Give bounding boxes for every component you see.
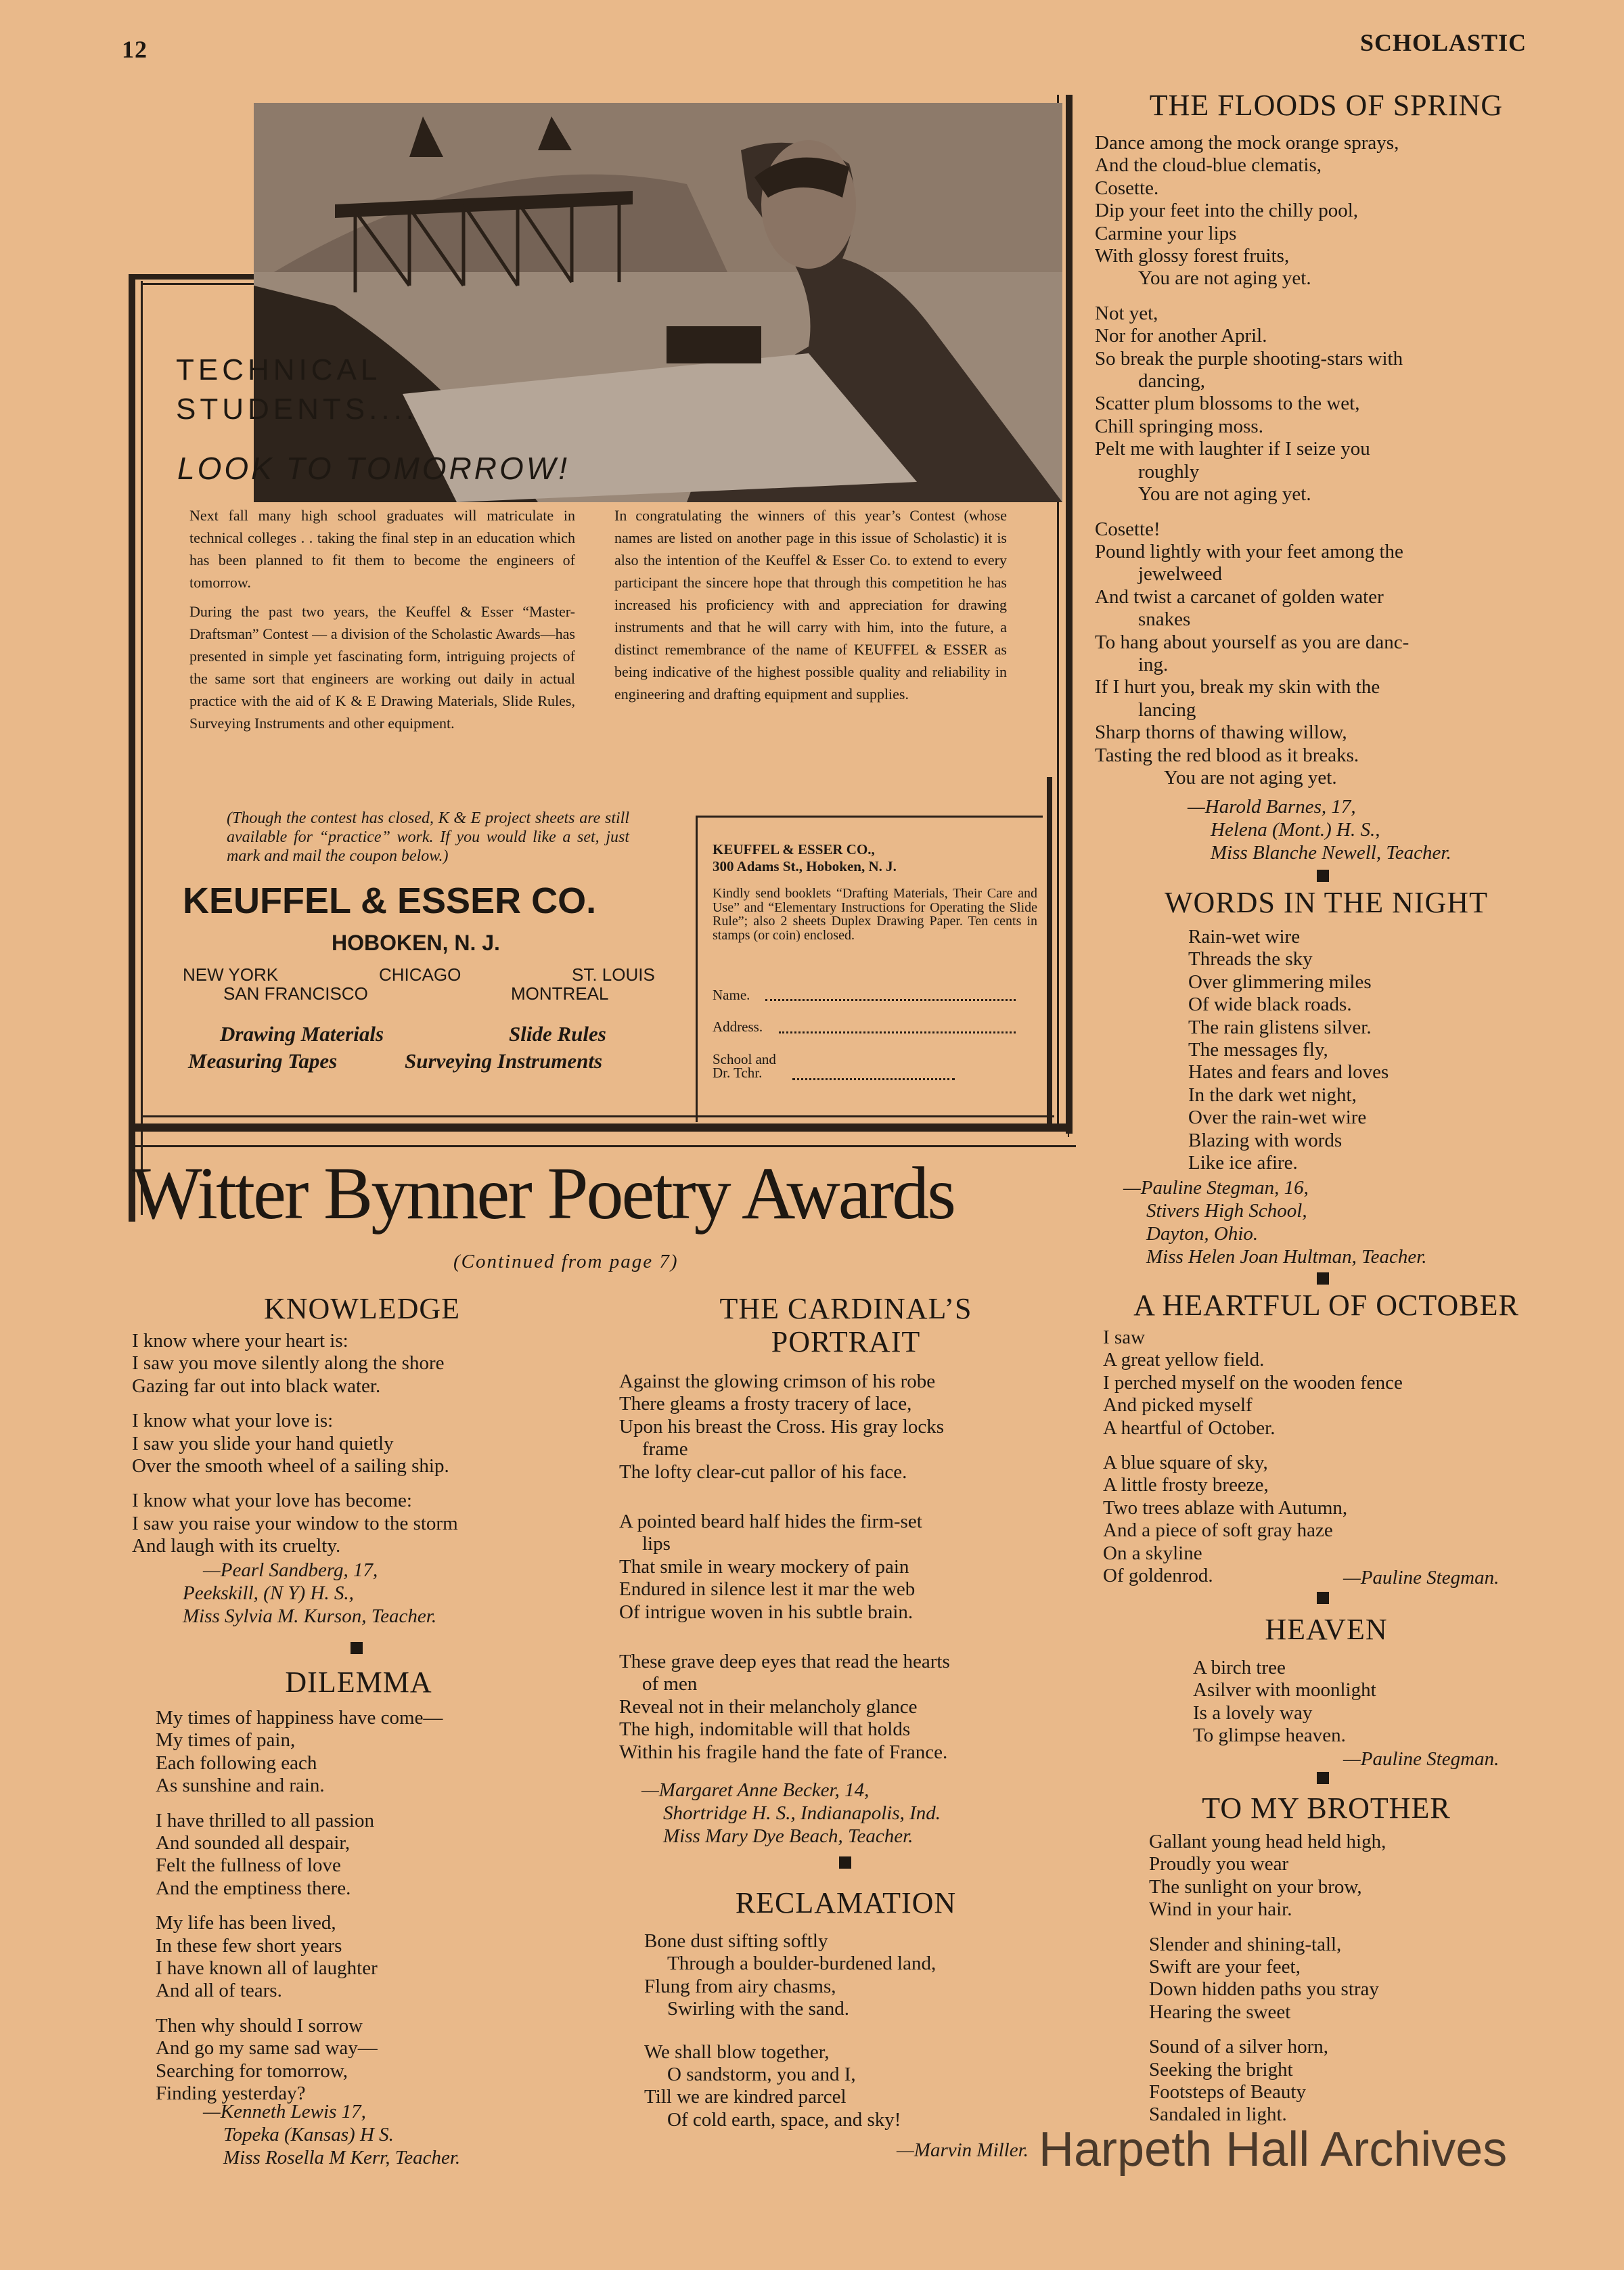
line: I have thrilled to all passion: [156, 1809, 374, 1831]
line: Like ice afire.: [1188, 1152, 1298, 1174]
credit-line: Stivers High School,: [1146, 1200, 1307, 1222]
credit-line: —Harold Barnes, 17,: [1188, 796, 1356, 818]
coupon-frame-right: [1047, 777, 1052, 1129]
line: I know what your love is:: [132, 1410, 334, 1432]
line: And the emptiness there.: [156, 1877, 351, 1899]
poem-dilemma: [156, 1707, 443, 2118]
office-st-louis: ST. LOUIS: [572, 964, 655, 985]
line: ing.: [1138, 653, 1169, 675]
line: I saw you move silently along the shore: [132, 1352, 445, 1375]
line: Carmine your lips: [1095, 222, 1237, 244]
draftsman-bridge-photo: [254, 103, 1062, 502]
poem-heaven: [1193, 1657, 1376, 1748]
line: A birch tree: [1193, 1657, 1286, 1678]
line: I saw you slide your hand quietly: [132, 1432, 394, 1454]
line: Cosette!: [1095, 518, 1160, 540]
poem-title-floods: THE FLOODS OF SPRING: [1149, 89, 1504, 122]
line: That smile in weary mockery of pain: [619, 1555, 909, 1578]
credit-line: —Pauline Stegman, 16,: [1123, 1177, 1309, 1199]
line: Searching for tomorrow,: [156, 2060, 348, 2082]
line: These grave deep eyes that read the hearts: [619, 1651, 950, 1673]
ad-headline-line2: STUDENTS....: [176, 393, 419, 426]
credit-line: Miss Rosella M Kerr, Teacher.: [223, 2147, 461, 2168]
coupon-school-label-1: School and: [713, 1051, 776, 1067]
coupon-school-label-2: Dr. Tchr.: [713, 1065, 763, 1081]
line: O sandstorm, you and I,: [667, 2064, 856, 2086]
office-montreal: MONTREAL: [511, 983, 609, 1004]
line: Felt the fullness of love: [156, 1854, 341, 1877]
magazine-name: SCHOLASTIC: [1360, 29, 1527, 56]
line: Tasting the red blood as it breaks.: [1095, 744, 1359, 766]
line: roughly: [1138, 460, 1200, 483]
poem-title-reclamation: RECLAMATION: [735, 1886, 957, 1919]
product-drawing-materials: Drawing Materials: [220, 1022, 384, 1046]
column-rule-right: [1068, 95, 1069, 1137]
credit-line: Topeka (Kansas) H S.: [223, 2124, 394, 2145]
advertisement: [129, 95, 1083, 1130]
credit-line: Dayton, Ohio.: [1146, 1223, 1259, 1245]
line: Swift are your feet,: [1149, 1956, 1301, 1978]
line: Through a boulder-burdened land,: [667, 1953, 937, 1975]
credit-line: Shortridge H. S., Indianapolis, Ind.: [663, 1802, 941, 1824]
poem-title-brother: TO MY BROTHER: [1202, 1791, 1451, 1825]
line: Till we are kindred parcel: [644, 2086, 847, 2108]
line: Over the rain-wet wire: [1188, 1107, 1367, 1129]
ad-col1-para2: During the past two years, the Keuffel & Esser “Master-Draftsman” Contest — a division of the Scholastic Awards—has presented in simple yet fascinating form, intriguing projects of the same sort that engineers are working out daily in actual practice with the aid of K & E Drawing Materials, Slide Rules, Surveying Instruments and other equipment.: [189, 603, 575, 732]
coupon-name-label: Name.: [713, 987, 750, 1003]
ad-frame-top-inner: [141, 283, 263, 285]
poem-floods: [1095, 132, 1555, 801]
line: Rain-wet wire: [1188, 926, 1301, 948]
ad-subheadline: LOOK TO TOMORROW!: [177, 451, 570, 486]
credit-line: —Margaret Anne Becker, 14,: [641, 1779, 870, 1801]
line: The messages fly,: [1188, 1039, 1328, 1061]
ad-frame-bottom: [129, 1123, 1073, 1132]
line: Sound of a silver horn,: [1149, 2036, 1328, 2058]
poem-title-cardinal-2: PORTRAIT: [771, 1325, 921, 1358]
line: frame: [642, 1438, 688, 1461]
line: Not yet,: [1095, 302, 1158, 324]
line: And sounded all despair,: [156, 1832, 351, 1854]
line: Pound lightly with your feet among the: [1095, 540, 1403, 562]
ad-company-name: KEUFFEL & ESSER CO.: [183, 881, 597, 921]
line: The lofty clear-cut pallor of his face.: [619, 1461, 907, 1483]
line: Over glimmering miles: [1188, 971, 1372, 993]
credit-floods: [1188, 795, 1451, 864]
ad-frame-left: [129, 274, 135, 1222]
poem-brother: [1149, 1831, 1386, 2139]
credit-line: Miss Helen Joan Hultman, Teacher.: [1146, 1246, 1427, 1268]
line: Cosette.: [1095, 177, 1159, 199]
line: You are not aging yet.: [1138, 483, 1311, 506]
ad-frame-left-inner: [141, 281, 143, 1215]
line: A great yellow field.: [1103, 1349, 1265, 1371]
line: Is a lovely way: [1193, 1701, 1313, 1724]
line: Dance among the mock orange sprays,: [1095, 132, 1399, 154]
line: Chill springing moss.: [1095, 415, 1263, 437]
line: You are not aging yet.: [1164, 766, 1337, 788]
line: Of cold earth, space, and sky!: [667, 2108, 901, 2131]
line: dancing,: [1138, 370, 1206, 393]
credit-line: —Kenneth Lewis 17,: [203, 2101, 366, 2122]
line: Reveal not in their melancholy glance: [619, 1695, 918, 1718]
line: Of intrigue woven in his subtle brain.: [619, 1601, 914, 1623]
line: I saw you raise your window to the storm: [132, 1512, 458, 1534]
credit-reclamation: —Marvin Miller.: [897, 2139, 1029, 2161]
line: I know what your love has become:: [132, 1490, 412, 1512]
line: My times of pain,: [156, 1729, 296, 1752]
line: With glossy forest fruits,: [1095, 245, 1290, 267]
line: On a skyline: [1103, 1542, 1202, 1564]
line: Nor for another April.: [1095, 325, 1267, 347]
poem-title-cardinal-1: THE CARDINAL’S: [719, 1292, 972, 1325]
poem-title-words: WORDS IN THE NIGHT: [1165, 886, 1488, 919]
line: Against the glowing crimson of his robe: [619, 1371, 936, 1392]
credit-knowledge: [183, 1559, 437, 1628]
ad-col1-para1: Next fall many high school graduates will matriculate in technical colleges . . taking the final step in an education which has been planned to fit them to become the engineers of tomorrow.: [189, 507, 575, 591]
line: Pelt me with laughter if I seize you: [1095, 438, 1370, 460]
line: A pointed beard half hides the firm-set: [619, 1511, 922, 1533]
line: Hates and fears and loves: [1188, 1061, 1389, 1084]
line: And all of tears.: [156, 1980, 282, 2002]
ad-headline-line1: TECHNICAL: [176, 353, 382, 386]
poem-title-heartful: A HEARTFUL OF OCTOBER: [1133, 1289, 1519, 1322]
credit-line: —Pearl Sandberg, 17,: [203, 1559, 378, 1581]
line: Gallant young head held high,: [1149, 1831, 1386, 1852]
line: Seeking the bright: [1149, 2058, 1293, 2080]
ad-frame-right: [1066, 95, 1073, 1134]
coupon-heading-1: KEUFFEL & ESSER CO.,: [713, 841, 875, 858]
line: My times of happiness have come—: [156, 1707, 443, 1729]
line: Blazing with words: [1188, 1129, 1343, 1151]
line: If I hurt you, break my skin with the: [1095, 676, 1380, 698]
separator-square: [351, 1642, 363, 1654]
line: Proudly you wear: [1149, 1853, 1289, 1875]
line: Over the smooth wheel of a sailing ship.: [132, 1455, 449, 1477]
line: The rain glistens silver.: [1188, 1016, 1372, 1038]
line: Each following each: [156, 1752, 317, 1774]
line: I saw: [1103, 1327, 1146, 1348]
office-san-francisco: SAN FRANCISCO: [223, 983, 368, 1004]
line: Slender and shining-tall,: [1149, 1933, 1342, 1955]
separator-square: [1317, 1592, 1329, 1604]
line: lips: [642, 1533, 671, 1555]
line: Then why should I sorrow: [156, 2014, 363, 2037]
line: There gleams a frosty tracery of lace,: [619, 1393, 912, 1415]
line: And laugh with its cruelty.: [132, 1535, 341, 1557]
poem-words: [1188, 926, 1389, 1174]
line: And picked myself: [1103, 1394, 1253, 1417]
line: To glimpse heaven.: [1193, 1724, 1346, 1747]
poem-title-knowledge: KNOWLEDGE: [263, 1292, 461, 1325]
line: A little frosty breeze,: [1103, 1474, 1269, 1496]
credit-words: [1123, 1176, 1427, 1268]
line: Gazing far out into black water.: [132, 1375, 381, 1397]
line: A blue square of sky,: [1103, 1452, 1268, 1474]
line: Hearing the sweet: [1149, 2001, 1291, 2023]
line: My life has been lived,: [156, 1912, 336, 1934]
line: A heartful of October.: [1103, 1417, 1276, 1439]
ad-company-city: HOBOKEN, N. J.: [332, 931, 500, 955]
line: Sharp thorns of thawing willow,: [1095, 721, 1347, 744]
coupon-name-field[interactable]: [765, 999, 1016, 1001]
line: Upon his breast the Cross. His gray locks: [619, 1415, 945, 1438]
line: And a piece of soft gray haze: [1103, 1519, 1333, 1542]
line: Asilver with moonlight: [1193, 1679, 1376, 1701]
coupon-school-field[interactable]: [792, 1078, 955, 1080]
line: Within his fragile hand the fate of France.: [619, 1741, 948, 1763]
ad-frame-top: [129, 274, 264, 280]
separator-square: [1317, 1272, 1329, 1285]
line: lancing: [1138, 698, 1196, 721]
poem-heartful: [1103, 1327, 1403, 1599]
credit-cardinal: [641, 1779, 941, 1848]
poem-knowledge: [132, 1330, 458, 1570]
product-surveying-instruments: Surveying Instruments: [405, 1049, 603, 1073]
credit-line: Peekskill, (N Y) H. S.,: [183, 1582, 354, 1604]
office-new-york: NEW YORK: [183, 964, 279, 985]
credit-dilemma: [203, 2100, 460, 2169]
line: Footsteps of Beauty: [1149, 2081, 1306, 2104]
coupon-address-field[interactable]: [779, 1031, 1016, 1033]
credit-line: Miss Sylvia M. Kurson, Teacher.: [183, 1605, 437, 1627]
line: In these few short years: [156, 1934, 342, 1957]
line: Wind in your hair.: [1149, 1898, 1292, 1921]
product-measuring-tapes: Measuring Tapes: [188, 1049, 338, 1073]
coupon[interactable]: [696, 816, 1043, 1122]
line: Down hidden paths you stray: [1149, 1978, 1379, 2001]
ad-column-1: [189, 504, 575, 741]
line: So break the purple shooting-stars with: [1095, 347, 1403, 370]
separator-square: [1317, 1772, 1329, 1784]
coupon-heading-2: 300 Adams St., Hoboken, N. J.: [713, 858, 897, 874]
ad-note: (Though the contest has closed, K & E project sheets are still available for “practice” work. If you would like a set, just mark and mail the coupon below.): [227, 809, 629, 865]
line: Sandaled in light.: [1149, 2104, 1287, 2126]
section-title: Witter Bynner Poetry Awards: [132, 1152, 955, 1234]
line: I know where your heart is:: [132, 1330, 348, 1352]
line: To hang about yourself as you are danc-: [1095, 631, 1409, 653]
line: Endured in silence lest it mar the web: [619, 1578, 916, 1601]
line: Two trees ablaze with Autumn,: [1103, 1496, 1348, 1519]
ad-column-2: [614, 504, 1007, 712]
line: As sunshine and rain.: [156, 1775, 325, 1797]
line: Scatter plum blossoms to the wet,: [1095, 393, 1360, 415]
line: The sunlight on your brow,: [1149, 1875, 1362, 1898]
credit-heartful: —Pauline Stegman.: [1343, 1567, 1499, 1588]
line: Swirling with the sand.: [667, 1998, 850, 2020]
poem-title-heaven: HEAVEN: [1265, 1613, 1388, 1646]
poem-reclamation: [644, 1930, 936, 2143]
product-slide-rules: Slide Rules: [509, 1022, 606, 1046]
coupon-address-label: Address.: [713, 1019, 763, 1035]
ad-rule-below: [129, 1145, 1076, 1147]
ad-col2-para: In congratulating the winners of this year’s Contest (whose names are listed on another page in this issue of Scholastic) it is also the intention of the Keuffel & Esser Co. to extend to every participant the sincere hope that through this competition he has increased his proficiency with and appreciation for drawing instruments and that he will carry with him, into the future, a distinct remembrance of the name of KEUFFEL & ESSER as being indicative of the highest possible quality and reliability in engineering and drafting equipment and supplies.: [614, 507, 1007, 703]
page-number: 12: [122, 36, 148, 63]
line: You are not aging yet.: [1138, 267, 1311, 290]
line: I perched myself on the wooden fence: [1103, 1371, 1403, 1394]
line: The high, indomitable will that holds: [619, 1718, 911, 1741]
line: Of goldenrod.: [1103, 1565, 1213, 1587]
poem-title-dilemma: DILEMMA: [285, 1666, 432, 1699]
line: We shall blow together,: [644, 2041, 830, 2063]
line: snakes: [1138, 608, 1191, 631]
line: jewelweed: [1138, 563, 1222, 585]
line: Of wide black roads.: [1188, 994, 1352, 1016]
credit-heaven: —Pauline Stegman.: [1343, 1748, 1499, 1770]
archive-watermark: Harpeth Hall Archives: [1039, 2122, 1508, 2177]
line: And go my same sad way—: [156, 2037, 378, 2060]
office-chicago: CHICAGO: [379, 964, 461, 985]
poem-cardinal: [619, 1371, 950, 1776]
line: Finding yesterday?: [156, 2083, 306, 2105]
line: In the dark wet night,: [1188, 1084, 1357, 1106]
line: Flung from airy chasms,: [644, 1975, 836, 1997]
section-continued: (Continued from page 7): [453, 1251, 679, 1272]
line: Threads the sky: [1188, 948, 1313, 971]
line: And the cloud-blue clematis,: [1095, 154, 1322, 177]
line: I have known all of laughter: [156, 1957, 378, 1980]
separator-square: [839, 1856, 851, 1869]
line: Dip your feet into the chilly pool,: [1095, 200, 1359, 222]
credit-line: Helena (Mont.) H. S.,: [1211, 819, 1380, 841]
line: And twist a carcanet of golden water: [1095, 585, 1384, 608]
line: Bone dust sifting softly: [644, 1930, 828, 1952]
credit-line: Miss Blanche Newell, Teacher.: [1211, 842, 1451, 864]
line: of men: [642, 1673, 698, 1695]
coupon-body: Kindly send booklets “Drafting Materials, Their Care and Use” and “Elementary Instructions for Operating the Slide Rule”; also 2 sheets Duplex Drawing Paper. Ten cents in stamps (or coin) enclosed.: [713, 886, 1037, 943]
credit-line: Miss Mary Dye Beach, Teacher.: [663, 1825, 914, 1847]
separator-square: [1317, 870, 1329, 882]
ad-photo: [254, 103, 1062, 502]
